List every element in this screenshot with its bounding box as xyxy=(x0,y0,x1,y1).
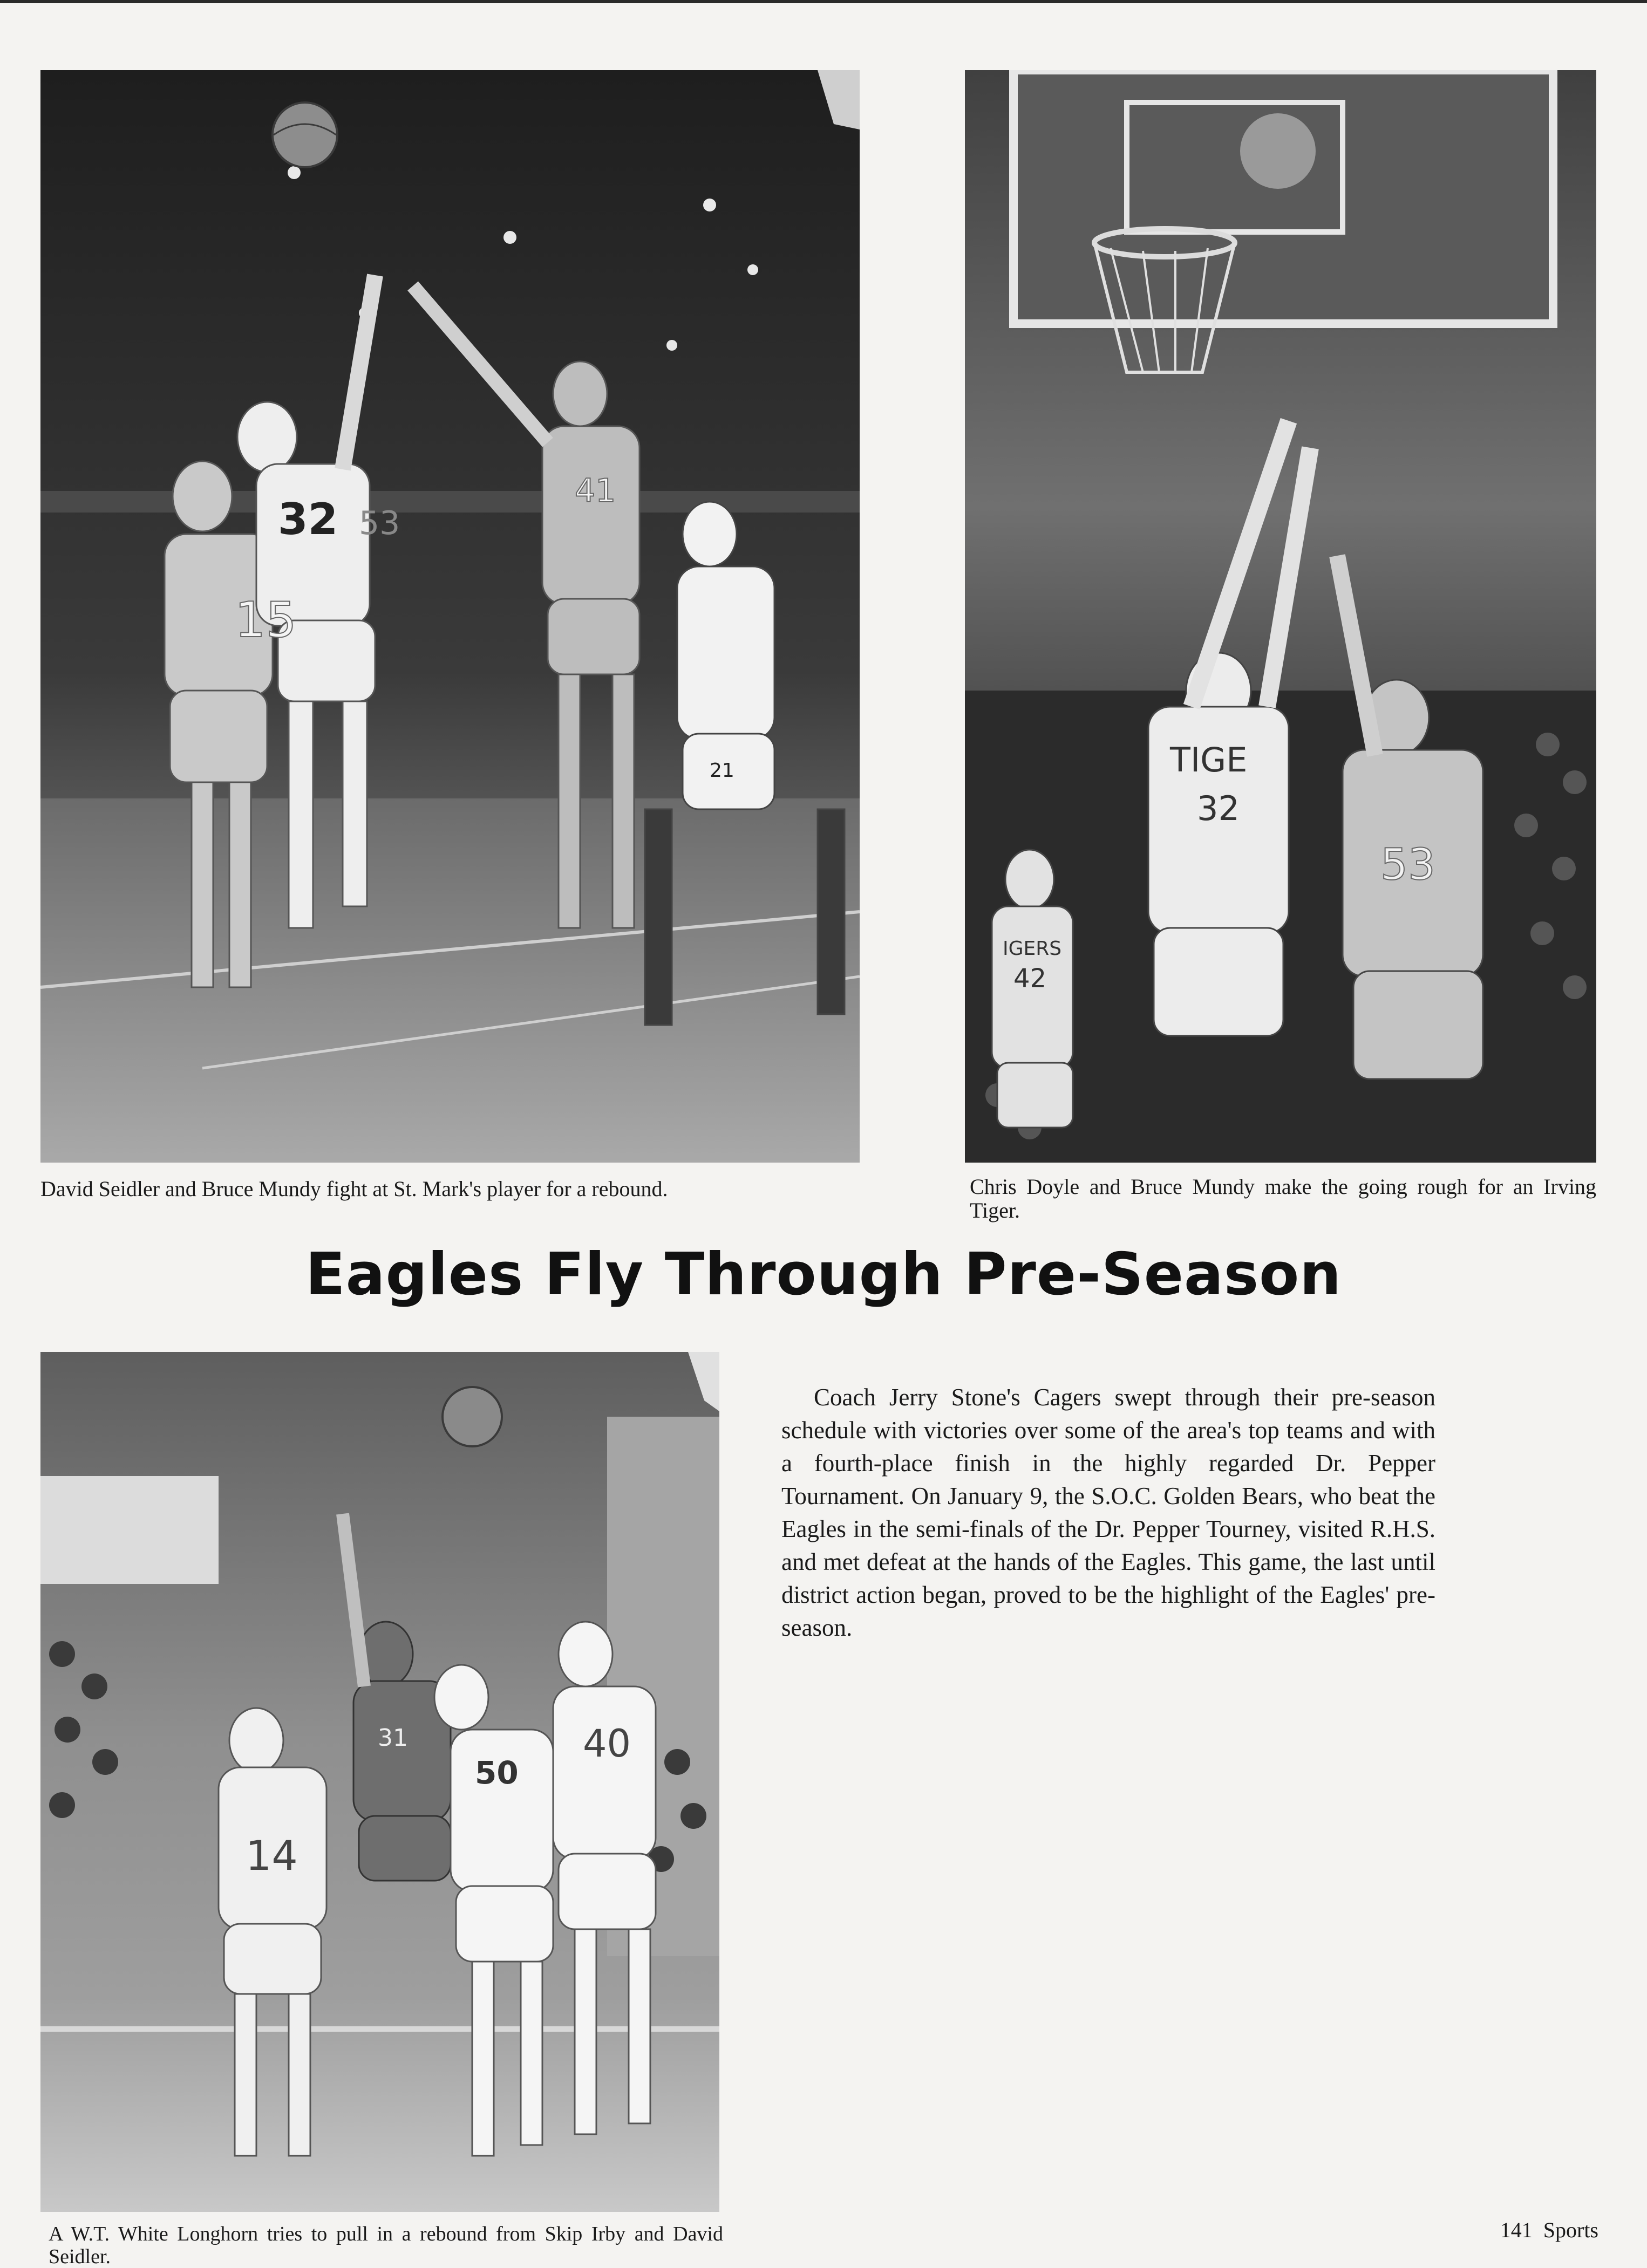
page-folio xyxy=(1489,2218,1598,2242)
photo-wt-white-longhorn xyxy=(40,1352,719,2212)
jersey-number: 32 xyxy=(1197,789,1240,828)
jersey-number: 53 xyxy=(1380,839,1435,890)
photo-irving-tiger-image xyxy=(965,70,1596,1163)
page-headline: Eagles Fly Through Pre-Season xyxy=(305,1241,1342,1308)
photo-rebound-st-marks xyxy=(40,70,860,1163)
photo-rebound-st-marks-image xyxy=(40,70,860,1163)
page-top-rule xyxy=(0,0,1647,3)
jersey-number: 21 xyxy=(710,760,734,782)
photo-caption-irving-tiger: Chris Doyle and Bruce Mundy make the going rough for an Irving Tiger. xyxy=(970,1174,1596,1222)
jersey-lettering: TIGE xyxy=(1170,740,1248,780)
jersey-number: 15 xyxy=(235,592,297,648)
jersey-number: 42 xyxy=(1013,964,1047,994)
jersey-number: 40 xyxy=(583,1722,631,1766)
jersey-lettering: IGERS xyxy=(1003,938,1062,960)
article-body: Coach Jerry Stone's Cagers swept through their pre-season schedule with victories over some of the area's top teams and with a fourth-place finish in the highly regarded Dr. Pepper Tournament. On January 9, the S.O.C. Golden Bears, who beat the Eagles in the semi-finals of the Dr. Pepper Tourney, visited R.H.S. and met defeat at the hands of the Eagles. This game, the last until district action began, proved to be the highlight of the Eagles' pre-season. xyxy=(781,1384,1435,1641)
photo-caption-wt-white: A W.T. White Longhorn tries to pull in a rebound from Skip Irby and David Seidler. xyxy=(49,2223,723,2268)
section-name: Sports xyxy=(1543,2218,1598,2242)
photo-caption-st-marks: David Seidler and Bruce Mundy fight at St. Mark's player for a rebound. xyxy=(40,1177,668,1201)
jersey-number: 41 xyxy=(575,472,616,510)
photo-irving-tiger xyxy=(965,70,1596,1163)
page-number: 141 xyxy=(1500,2218,1533,2242)
photo-wt-white-longhorn-image xyxy=(40,1352,719,2212)
jersey-number: 14 xyxy=(246,1832,298,1880)
jersey-number: 53 xyxy=(359,504,400,542)
jersey-number: 50 xyxy=(475,1754,519,1791)
jersey-number: 32 xyxy=(278,494,338,544)
jersey-number: 31 xyxy=(378,1724,408,1752)
